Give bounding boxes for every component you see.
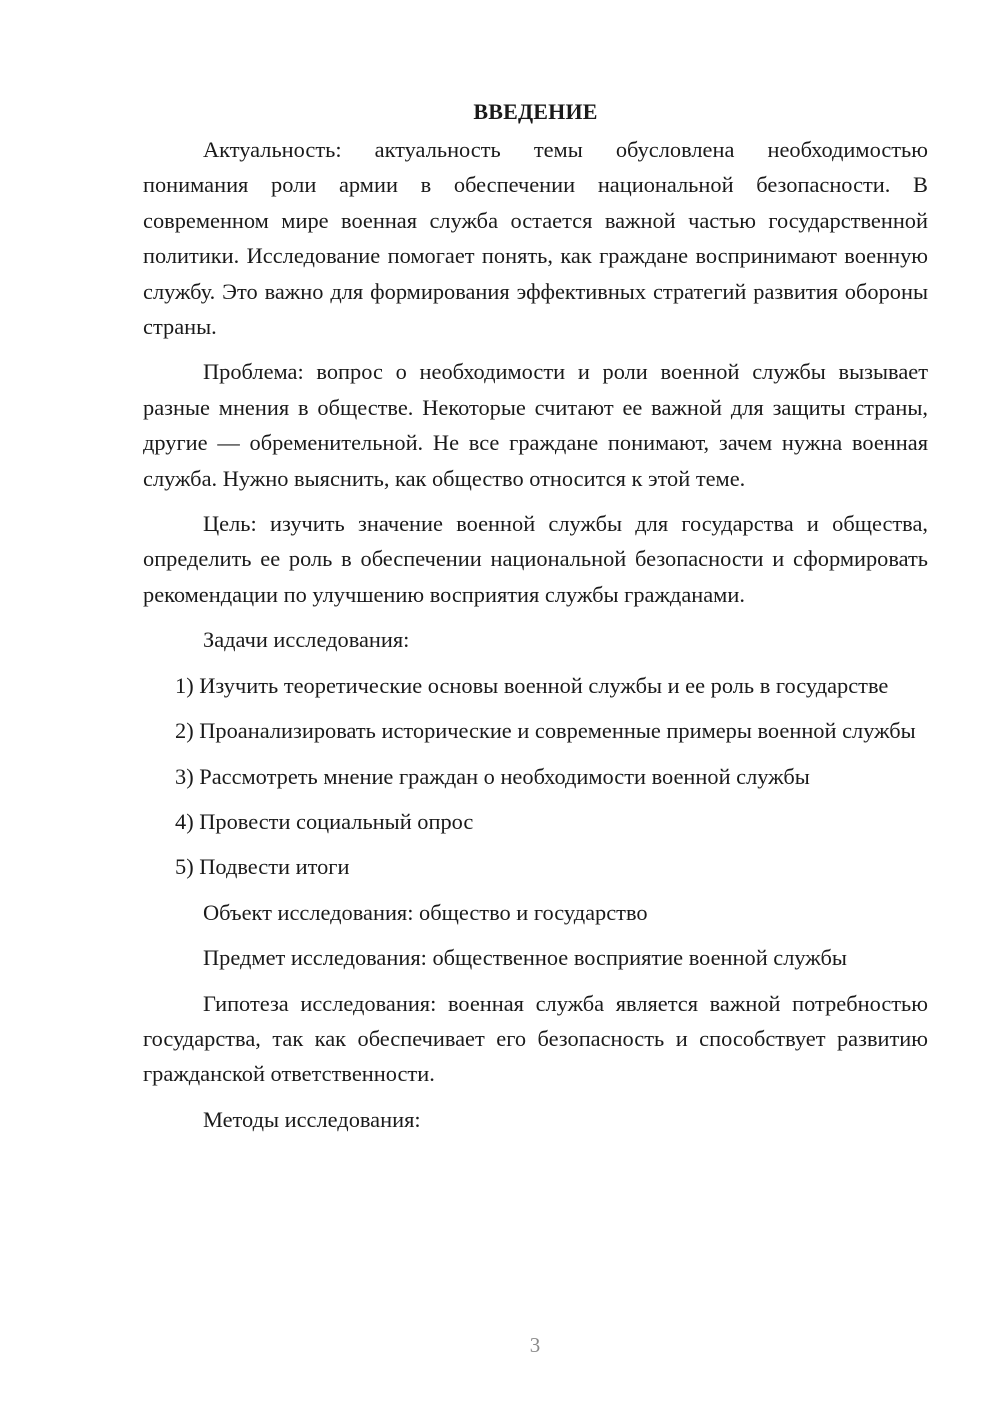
research-object: Объект исследования: общество и государство bbox=[203, 899, 648, 925]
task-item-2: 2) Проанализировать исторические и современные примеры военной службы bbox=[175, 718, 916, 744]
task-item-3: 3) Рассмотреть мнение граждан о необходимости военной службы bbox=[175, 763, 810, 789]
methods-heading: Методы исследования: bbox=[203, 1106, 421, 1132]
task-item-1: 1) Изучить теоретические основы военной службы и ее роль в государстве bbox=[175, 672, 889, 698]
research-hypothesis: Гипотеза исследования: военная служба является важной потребностью государства, так как обеспечивает его безопасность и способствует развитию гражданской ответственности. bbox=[143, 990, 928, 1087]
tasks-heading: Задачи исследования: bbox=[203, 627, 410, 653]
page-content bbox=[143, 96, 928, 1137]
task-item-5: 5) Подвести итоги bbox=[175, 854, 350, 880]
page-title: ВВЕДЕНИЕ bbox=[473, 99, 598, 124]
paragraph-relevance: Актуальность: актуальность темы обусловлена необходимостью понимания роли армии в обеспечении национальной безопасности. В современном мире военная служба остается важной частью государственной политики. Исследование помогает понять, как граждане воспринимают военную службу. Это важно для формирования эффективных стратегий развития обороны страны. bbox=[143, 137, 928, 340]
page-number: 3 bbox=[529, 1333, 541, 1357]
research-subject: Предмет исследования: общественное восприятие военной службы bbox=[203, 945, 847, 971]
paragraph-problem: Проблема: вопрос о необходимости и роли военной службы вызывает разные мнения в обществе. Некоторые считают ее важной для защиты страны, другие — обременительной. Не все граждане понимают, зачем нужна военная служба. Нужно выяснить, как общество относится к этой теме. bbox=[143, 359, 928, 491]
paragraph-goal: Цель: изучить значение военной службы для государства и общества, определить ее роль в обеспечении национальной безопасности и сформировать рекомендации по улучшению восприятия службы гражданами. bbox=[143, 511, 928, 607]
task-item-4: 4) Провести социальный опрос bbox=[175, 808, 474, 834]
